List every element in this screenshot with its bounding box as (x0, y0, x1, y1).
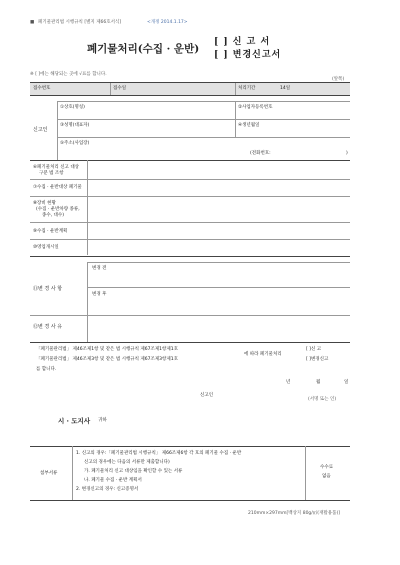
representative-name-field[interactable]: ③성명(대표자) (60, 123, 90, 128)
equipment-status-label-cont2: 종수, 대수) (42, 213, 65, 218)
statement-middle: 에 따라 폐기물처리 (244, 352, 282, 357)
business-start-date-input[interactable] (89, 241, 348, 255)
rule (235, 83, 236, 95)
title-option-report: [ ] 신 고 서 (214, 37, 271, 47)
rule (30, 179, 350, 180)
rule (305, 446, 306, 500)
statement-law-1: 「폐기물관리법」 제46조제1항 및 같은 법 시행규칙 제67조제1항제1호 (36, 347, 178, 352)
title-option-change-report: [ ] 변경신고서 (214, 50, 282, 60)
rule (30, 82, 350, 83)
date-day: 일 (344, 380, 349, 385)
rule (30, 160, 350, 161)
rule (72, 446, 73, 500)
change-reason-label: ⑫변 경 사 유 (33, 324, 63, 330)
rule (30, 239, 350, 240)
collection-plan-input[interactable] (89, 224, 348, 238)
waste-type-input[interactable] (89, 181, 348, 195)
statement-option-report[interactable]: [ ]신 고 (306, 347, 322, 352)
rule (30, 315, 350, 316)
date-year: 년 (286, 380, 291, 385)
collection-plan-label: ⑨수집 · 운반계획 (33, 229, 68, 234)
phone-close-paren: ) (346, 151, 348, 156)
rule (87, 262, 350, 263)
rule (57, 101, 350, 102)
recipient-name: 시 · 도지사 (58, 417, 91, 425)
page-side-label: (앞쪽) (332, 77, 345, 82)
rule (30, 446, 350, 447)
header-bullet: ■ (30, 20, 35, 25)
rule (87, 160, 88, 255)
business-start-date-label: ⑩영업개시일 (33, 245, 59, 250)
birth-date-field[interactable]: ④생년월일 (238, 123, 260, 128)
disposal-report-law-input[interactable] (89, 162, 348, 178)
receipt-row-background (30, 83, 350, 95)
waste-type-label: ⑦수집 · 운반대상 폐기물 (33, 185, 82, 190)
receipt-number-label: 접수번호 (33, 86, 51, 91)
equipment-status-input[interactable] (89, 198, 348, 221)
signature-label: 신고인 (200, 393, 214, 398)
statement-closing: 를 합니다. (36, 367, 57, 372)
rule (87, 262, 88, 342)
trade-name-field[interactable]: ①상호(명칭) (60, 105, 85, 110)
header-regulation: 폐기물관리법 시행규칙 [별지 제66호서식] (38, 20, 122, 25)
equipment-status-label-cont: (수집 · 운반차량 종류, (36, 207, 80, 212)
rule (57, 119, 350, 120)
disposal-report-law-label: ⑥폐기물처리 신고 대상 (33, 165, 80, 170)
processing-period-value: 14일 (280, 86, 291, 91)
rule (57, 137, 350, 138)
rule (87, 287, 350, 288)
change-items-label: ⑪변 경 사 항 (33, 286, 63, 292)
attachment-item-1: 1. 신고의 경우:「폐기물관리법 시행규칙」 제66조제6항 각 호의 폐기물 수집 · 운반 (76, 451, 242, 456)
after-change-field[interactable]: 변경 후 (92, 292, 107, 297)
rule (30, 256, 350, 257)
statement-law-2: 「폐기물관리법」 제46조제3항 및 같은 법 시행규칙 제67조제3항제1호 (36, 357, 178, 362)
rule (30, 95, 350, 96)
business-address-field[interactable]: ⑤주소(사업장) (60, 141, 90, 146)
rule (30, 342, 350, 343)
rule (30, 500, 350, 501)
reporter-section-label: 신고인 (33, 127, 48, 133)
change-reason-input[interactable] (89, 317, 348, 340)
before-change-field[interactable]: 변경 전 (92, 266, 107, 271)
form-title: 폐기물처리(수집 · 운반) (87, 43, 200, 55)
attachment-item-2: 2. 변경신고의 경우: 신고증명서 (76, 487, 139, 492)
rule (57, 101, 58, 160)
paper-spec-footer: 210mm×297mm[백상지 80g/㎡(재활용품)] (248, 511, 340, 516)
equipment-status-label: ⑧장비 현황 (33, 201, 56, 206)
attachment-item-1b: 나. 폐기물 수집 · 운반 계획서 (84, 478, 142, 483)
business-number-field[interactable]: ②사업자등록번호 (238, 105, 273, 110)
fee-label: 수수료 (320, 465, 334, 470)
rule (110, 83, 111, 95)
check-instruction: ※ [ ]에는 해당되는 곳에 √표를 합니다. (30, 72, 107, 77)
statement-option-change[interactable]: [ ]변경신고 (306, 357, 329, 362)
rule (30, 196, 350, 197)
date-month: 월 (316, 380, 321, 385)
disposal-report-law-label-cont: 구분 법 조항 (39, 171, 64, 176)
header-amended-date: <개정 2014.1.17> (147, 20, 188, 25)
processing-period-label: 처리기간 (238, 86, 256, 91)
signature-note[interactable]: (서명 또는 인) (308, 397, 337, 402)
attachment-item-1a: 가. 폐기물처리 신고 대상임을 확인할 수 있는 서류 (84, 469, 183, 474)
receipt-date-label: 접수일 (113, 86, 127, 91)
attachment-item-1-cont: 신고의 경우에는 다음의 서류만 제출합니다) (84, 460, 170, 465)
fee-value: 없음 (322, 474, 331, 479)
attachments-label: 첨부서류 (40, 471, 58, 476)
phone-number-field[interactable]: (전화번호: (250, 151, 271, 156)
rule (30, 222, 350, 223)
recipient-suffix: 귀하 (98, 418, 107, 423)
